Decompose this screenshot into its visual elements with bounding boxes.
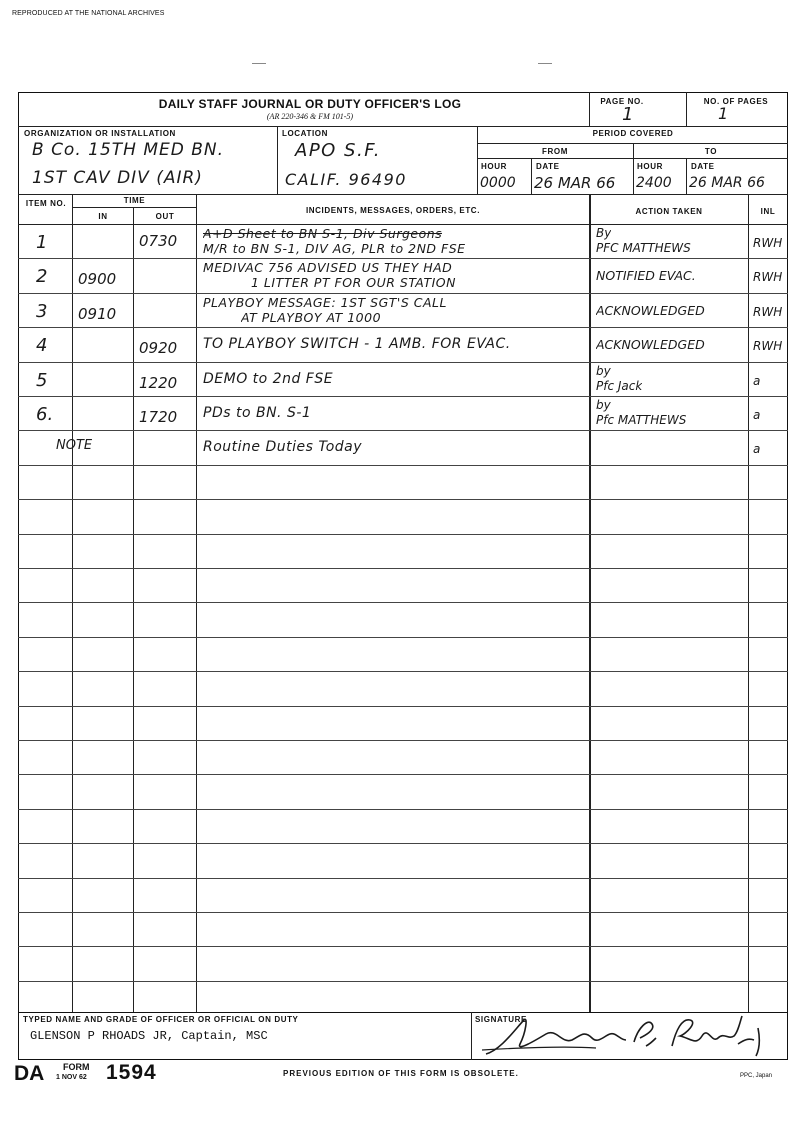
form-da: DA — [14, 1062, 45, 1085]
time-out: 1220 — [139, 373, 178, 392]
row-line — [18, 843, 788, 844]
location-label: LOCATION — [282, 129, 328, 138]
incident-line-1: MEDIVAC 756 ADVISED US THEY HAD — [203, 260, 453, 276]
action-line-2: Pfc MATTHEWS — [596, 413, 687, 427]
row-line — [18, 946, 788, 947]
page-no-label: PAGE NO. — [600, 97, 644, 106]
to-label: TO — [704, 147, 718, 156]
time-out-header: OUT — [155, 212, 175, 221]
from-date-value: 26 MAR 66 — [534, 174, 616, 192]
action-line-1: ACKNOWLEDGED — [596, 302, 705, 318]
previous-edition-note: PREVIOUS EDITION OF THIS FORM IS OBSOLETE. — [283, 1069, 519, 1078]
initials: RWH — [753, 236, 783, 250]
row-line — [18, 671, 788, 672]
incidents-header: INCIDENTS, MESSAGES, ORDERS, ETC. — [305, 206, 481, 215]
row-line — [18, 362, 788, 363]
divider — [471, 1012, 472, 1060]
action-line-1: by — [596, 398, 611, 412]
incident-line-1: DEMO to 2nd FSE — [203, 370, 334, 387]
item-number: 3 — [36, 300, 48, 322]
row-line — [18, 534, 788, 535]
action-line-2: PFC MATTHEWS — [596, 241, 691, 255]
incident-line-1: PDs to BN. S-1 — [203, 405, 312, 421]
initials: RWH — [753, 304, 783, 319]
column-line — [589, 194, 591, 1012]
archive-stamp: REPRODUCED AT THE NATIONAL ARCHIVES — [12, 10, 165, 17]
initials: a — [753, 442, 761, 457]
action-header: ACTION TAKEN — [635, 207, 703, 216]
form-word: FORM — [63, 1062, 90, 1072]
action-line-1: ACKNOWLEDGED — [596, 337, 705, 353]
signature-label: SIGNATURE — [475, 1015, 527, 1024]
item-number: 1 — [36, 232, 48, 253]
page-no-value: 1 — [622, 104, 634, 125]
divider — [686, 158, 687, 194]
item-number: 5 — [36, 369, 48, 391]
row-line — [18, 465, 788, 466]
from-label: FROM — [542, 147, 568, 156]
row-line — [18, 396, 788, 397]
form-number: 1594 — [106, 1061, 157, 1084]
incident-line-2: M/R to BN S-1, DIV AG, PLR to 2ND FSE — [203, 241, 466, 256]
time-out: 0920 — [139, 339, 178, 358]
inl-header: INL — [760, 207, 776, 216]
divider — [72, 207, 196, 208]
row-line — [18, 740, 788, 741]
divider — [633, 143, 634, 194]
no-of-pages-label: NO. OF PAGES — [703, 97, 769, 106]
initials: RWH — [753, 270, 783, 285]
row-line — [18, 809, 788, 810]
from-hour-label: HOUR — [481, 162, 507, 171]
punch-mark — [538, 63, 552, 64]
location-line2: CALIF. 96490 — [285, 170, 407, 189]
item-number: 6. — [36, 404, 54, 425]
time-in: 0910 — [78, 304, 117, 323]
form-subtitle: (AR 220-346 & FM 101-5) — [266, 112, 354, 121]
divider — [477, 158, 788, 159]
typed-name-label: TYPED NAME AND GRADE OF OFFICER OR OFFICIAL ON DUTY — [23, 1015, 299, 1024]
typed-name-value: GLENSON P RHOADS JR, Captain, MSC — [30, 1029, 268, 1043]
row-line — [18, 430, 788, 431]
item-number: NOTE — [56, 438, 93, 454]
form-title: DAILY STAFF JOURNAL OR DUTY OFFICER'S LOG — [158, 97, 462, 111]
punch-mark — [252, 63, 266, 64]
action-line-2: Pfc Jack — [596, 378, 643, 393]
no-of-pages-value: 1 — [718, 104, 729, 123]
divider — [589, 92, 590, 126]
column-line — [72, 194, 73, 1012]
divider — [686, 92, 687, 126]
form-date: 1 NOV 62 — [56, 1074, 87, 1081]
row-line — [18, 912, 788, 913]
column-line — [748, 194, 749, 1012]
item-number: 4 — [36, 335, 48, 357]
item-no-header: ITEM NO. — [25, 199, 67, 208]
time-out: 1720 — [139, 408, 178, 426]
to-hour-label: HOUR — [637, 162, 663, 171]
initials: a — [753, 373, 761, 388]
incident-line-1: A+D Sheet to BN S-1, Div Surgeons — [203, 226, 443, 241]
time-header: TIME — [123, 196, 146, 205]
org-line2: 1ST CAV DIV (AIR) — [32, 168, 203, 188]
row-line — [18, 774, 788, 775]
time-in-header: IN — [98, 212, 108, 221]
initials: a — [753, 408, 761, 422]
row-line — [18, 878, 788, 879]
row-line — [18, 706, 788, 707]
row-line — [18, 258, 788, 259]
row-line — [18, 327, 788, 328]
time-in: 0900 — [78, 270, 117, 289]
item-number: 2 — [36, 266, 48, 288]
action-line-1: by — [596, 363, 611, 378]
to-date-value: 26 MAR 66 — [689, 175, 765, 191]
time-out: 0730 — [139, 232, 178, 250]
signature — [476, 1010, 776, 1062]
action-line-1: NOTIFIED EVAC. — [596, 268, 696, 284]
row-line — [18, 981, 788, 982]
divider — [18, 194, 788, 195]
from-date-label: DATE — [536, 162, 560, 171]
column-line — [196, 194, 197, 1012]
incident-line-1: TO PLAYBOY SWITCH - 1 AMB. FOR EVAC. — [203, 336, 511, 353]
org-label: ORGANIZATION OR INSTALLATION — [24, 129, 176, 138]
action-line-1: By — [596, 226, 612, 240]
to-hour-value: 2400 — [636, 175, 672, 191]
from-hour-value: 0000 — [480, 175, 516, 191]
org-line1: B Co. 15TH MED BN. — [32, 140, 225, 160]
incident-line-1: Routine Duties Today — [203, 439, 363, 456]
incident-line-2: AT PLAYBOY AT 1000 — [241, 309, 382, 325]
row-line — [18, 602, 788, 603]
incident-line-1: PLAYBOY MESSAGE: 1ST SGT'S CALL — [203, 294, 447, 310]
period-label: PERIOD COVERED — [592, 129, 674, 138]
printer-mark: PPC, Japan — [740, 1073, 773, 1079]
initials: RWH — [753, 339, 783, 354]
incident-line-2: 1 LITTER PT FOR OUR STATION — [251, 275, 456, 291]
row-line — [18, 568, 788, 569]
row-line — [18, 637, 788, 638]
row-line — [18, 499, 788, 500]
divider — [18, 126, 788, 127]
to-date-label: DATE — [691, 162, 715, 171]
location-line1: APO S.F. — [295, 140, 381, 161]
divider — [277, 126, 278, 194]
divider — [531, 158, 532, 194]
